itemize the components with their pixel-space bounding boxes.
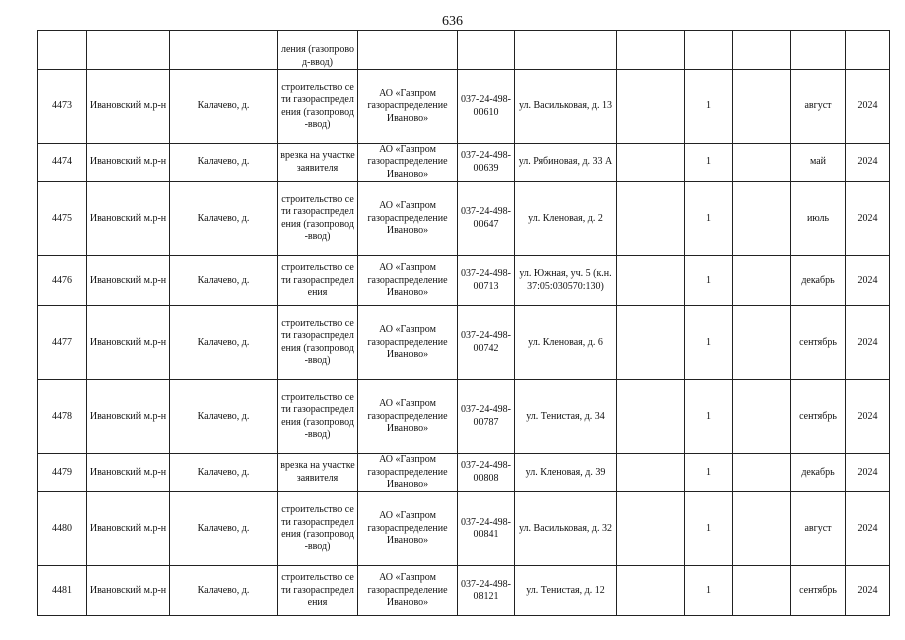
cell-year: 2024 [846, 256, 890, 306]
cell-district: Ивановский м.р-н [87, 256, 170, 306]
table-row [38, 182, 890, 256]
table-body [38, 31, 890, 616]
cell-organization: АО «Газпром газораспределение Иваново» [358, 492, 458, 566]
cell-district: Ивановский м.р-н [87, 566, 170, 616]
cell-address: ул. Васильковая, д. 13 [515, 70, 617, 144]
cell-empty [733, 492, 791, 566]
cell-address: ул. Кленовая, д. 39 [515, 454, 617, 492]
cell-count: 1 [685, 380, 733, 454]
cell-code: 037-24-498-00742 [458, 306, 515, 380]
cell-month: май [791, 144, 846, 182]
cell-empty [733, 454, 791, 492]
cell-number: 4475 [38, 182, 87, 256]
cell-year: 2024 [846, 306, 890, 380]
cell-year: 2024 [846, 182, 890, 256]
cell-locality: Калачево, д. [170, 144, 278, 182]
cell-code: 037-24-498-08121 [458, 566, 515, 616]
cell-number: 4478 [38, 380, 87, 454]
cell-empty [617, 70, 685, 144]
cell-count: 1 [685, 182, 733, 256]
gas-connection-table [37, 30, 890, 616]
cell-year: 2024 [846, 566, 890, 616]
table-row-continued [38, 31, 890, 70]
cell-count: 1 [685, 454, 733, 492]
cell-month: декабрь [791, 256, 846, 306]
cell-work-type: строительство сети газораспределения (газопровод-ввод) [278, 380, 358, 454]
cell-count: 1 [685, 492, 733, 566]
cell-district: Ивановский м.р-н [87, 70, 170, 144]
cell-month: июль [791, 182, 846, 256]
cell-work-type: строительство сети газораспределения [278, 256, 358, 306]
cell-code: 037-24-498-00610 [458, 70, 515, 144]
cell-month [791, 31, 846, 70]
cell-address: ул. Кленовая, д. 6 [515, 306, 617, 380]
cell-address: ул. Рябиновая, д. 33 А [515, 144, 617, 182]
cell-work-type: ления (газопровод-ввод) [278, 31, 358, 70]
cell-district: Ивановский м.р-н [87, 454, 170, 492]
cell-month: сентябрь [791, 306, 846, 380]
cell-empty [617, 380, 685, 454]
cell-code: 037-24-498-00841 [458, 492, 515, 566]
cell-locality [170, 31, 278, 70]
cell-month: август [791, 70, 846, 144]
cell-work-type: строительство сети газораспределения [278, 566, 358, 616]
cell-district: Ивановский м.р-н [87, 380, 170, 454]
cell-code: 037-24-498-00787 [458, 380, 515, 454]
cell-empty [733, 256, 791, 306]
cell-empty [617, 566, 685, 616]
cell-organization: АО «Газпром газораспределение Иваново» [358, 380, 458, 454]
cell-address: ул. Южная, уч. 5 (к.н. 37:05:030570:130) [515, 256, 617, 306]
cell-organization: АО «Газпром газораспределение Иваново» [358, 566, 458, 616]
cell-month: сентябрь [791, 566, 846, 616]
cell-empty [733, 566, 791, 616]
cell-year: 2024 [846, 380, 890, 454]
table-row [38, 144, 890, 182]
cell-address: ул. Васильковая, д. 32 [515, 492, 617, 566]
cell-empty [617, 306, 685, 380]
cell-district: Ивановский м.р-н [87, 144, 170, 182]
cell-empty [617, 182, 685, 256]
cell-organization: АО «Газпром газораспределение Иваново» [358, 306, 458, 380]
cell-month: сентябрь [791, 380, 846, 454]
cell-empty [733, 31, 791, 70]
cell-locality: Калачево, д. [170, 380, 278, 454]
cell-address [515, 31, 617, 70]
table-row [38, 566, 890, 616]
cell-number: 4479 [38, 454, 87, 492]
cell-organization: АО «Газпром газораспределение Иваново» [358, 144, 458, 182]
cell-empty [733, 380, 791, 454]
cell-year: 2024 [846, 144, 890, 182]
cell-month: август [791, 492, 846, 566]
cell-number: 4474 [38, 144, 87, 182]
cell-locality: Калачево, д. [170, 566, 278, 616]
cell-empty [733, 182, 791, 256]
cell-empty [733, 70, 791, 144]
cell-number: 4481 [38, 566, 87, 616]
cell-district: Ивановский м.р-н [87, 306, 170, 380]
cell-count: 1 [685, 306, 733, 380]
cell-code: 037-24-498-00808 [458, 454, 515, 492]
cell-code: 037-24-498-00639 [458, 144, 515, 182]
cell-address: ул. Тенистая, д. 12 [515, 566, 617, 616]
table-row [38, 454, 890, 492]
page-number: 636 [442, 14, 463, 29]
cell-empty [733, 144, 791, 182]
cell-empty [617, 492, 685, 566]
cell-empty [617, 256, 685, 306]
cell-address: ул. Кленовая, д. 2 [515, 182, 617, 256]
table-row [38, 306, 890, 380]
cell-code [458, 31, 515, 70]
cell-number: 4476 [38, 256, 87, 306]
cell-district: Ивановский м.р-н [87, 492, 170, 566]
cell-locality: Калачево, д. [170, 492, 278, 566]
cell-count: 1 [685, 566, 733, 616]
table-row [38, 70, 890, 144]
cell-work-type: строительство сети газораспределения (газопровод-ввод) [278, 306, 358, 380]
cell-work-type: врезка на участке заявителя [278, 454, 358, 492]
cell-organization [358, 31, 458, 70]
cell-organization: АО «Газпром газораспределение Иваново» [358, 70, 458, 144]
cell-empty [617, 144, 685, 182]
cell-locality: Калачево, д. [170, 306, 278, 380]
cell-year: 2024 [846, 454, 890, 492]
cell-number: 4473 [38, 70, 87, 144]
cell-count [685, 31, 733, 70]
cell-year [846, 31, 890, 70]
cell-organization: АО «Газпром газораспределение Иваново» [358, 454, 458, 492]
cell-locality: Калачево, д. [170, 182, 278, 256]
cell-district [87, 31, 170, 70]
cell-year: 2024 [846, 70, 890, 144]
cell-count: 1 [685, 70, 733, 144]
cell-empty [617, 31, 685, 70]
cell-empty [617, 454, 685, 492]
cell-count: 1 [685, 144, 733, 182]
cell-count: 1 [685, 256, 733, 306]
cell-work-type: строительство сети газораспределения (газопровод-ввод) [278, 70, 358, 144]
cell-code: 037-24-498-00713 [458, 256, 515, 306]
cell-number: 4480 [38, 492, 87, 566]
cell-organization: АО «Газпром газораспределение Иваново» [358, 182, 458, 256]
cell-locality: Калачево, д. [170, 454, 278, 492]
cell-month: декабрь [791, 454, 846, 492]
cell-year: 2024 [846, 492, 890, 566]
cell-work-type: строительство сети газораспределения (газопровод-ввод) [278, 492, 358, 566]
cell-address: ул. Тенистая, д. 34 [515, 380, 617, 454]
cell-work-type: строительство сети газораспределения (газопровод-ввод) [278, 182, 358, 256]
table-row [38, 256, 890, 306]
cell-code: 037-24-498-00647 [458, 182, 515, 256]
cell-number: 4477 [38, 306, 87, 380]
cell-work-type: врезка на участке заявителя [278, 144, 358, 182]
cell-empty [733, 306, 791, 380]
cell-number [38, 31, 87, 70]
cell-locality: Калачево, д. [170, 256, 278, 306]
cell-locality: Калачево, д. [170, 70, 278, 144]
table-row [38, 380, 890, 454]
table-row [38, 492, 890, 566]
cell-district: Ивановский м.р-н [87, 182, 170, 256]
cell-organization: АО «Газпром газораспределение Иваново» [358, 256, 458, 306]
